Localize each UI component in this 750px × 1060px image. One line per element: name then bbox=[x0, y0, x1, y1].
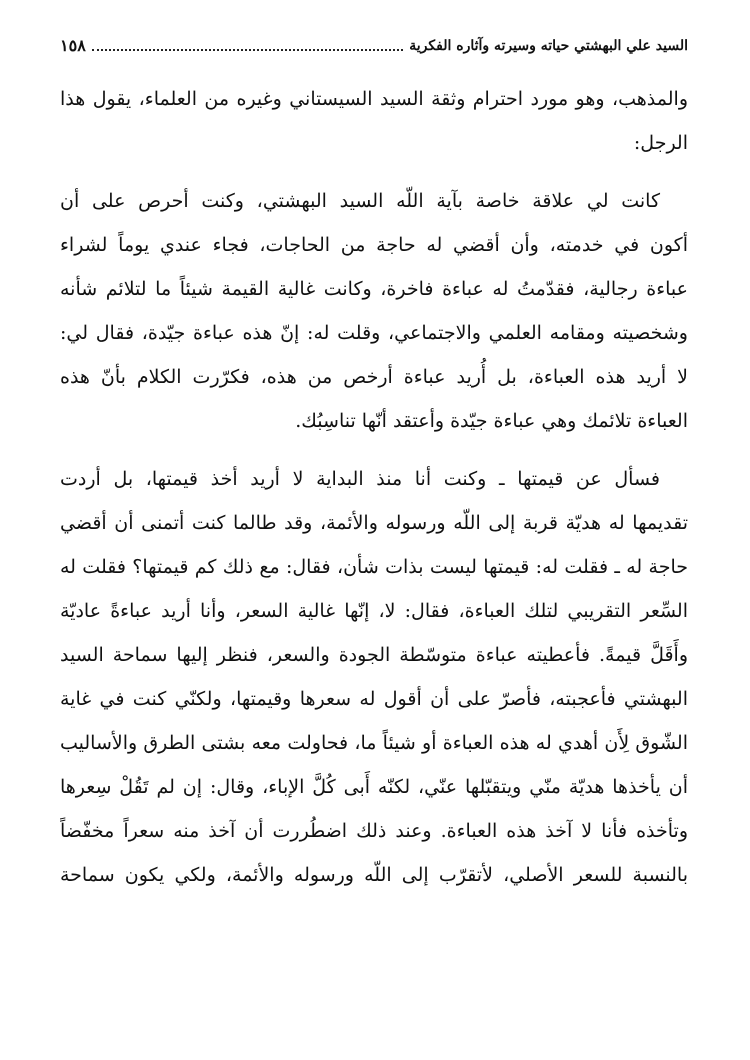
text-line: العباءة تلائمك وهي عباءة جيّدة وأعتقد أنّها تناسِبُك. bbox=[295, 410, 688, 432]
paragraph bbox=[60, 457, 688, 897]
text-line: أن يأخذها هديّة منّي ويتقبّلها عنّي، لكنّه أَبى كُلَّ الإباء، وقال: إن لم تَقُلْ سِعرها bbox=[60, 776, 688, 798]
page-number: ١٥٨ bbox=[60, 36, 86, 55]
text-line: تقديمها له هديّة قربة إلى اللّه ورسوله والأئمة، وقد طالما كنت أتمنى أن أقضي bbox=[60, 512, 688, 534]
text-line: حاجة له ـ فقلت له: قيمتها ليست بذات شأن، فقال: مع ذلك كم قيمتها؟ فقلت له bbox=[60, 556, 688, 578]
text-line: والمذهب، وهو مورد احترام وثقة السيد السيستاني وغيره من العلماء، يقول هذا bbox=[60, 88, 688, 110]
text-line: البهشتي فأعجبته، فأصرّ على أن أقول له سعرها وقيمتها، ولكنّي كنت في غاية bbox=[60, 688, 688, 710]
text-line: كانت لي علاقة خاصة بآية اللّه السيد البهشتي، وكنت أحرص على أن bbox=[60, 190, 660, 212]
text-line: الرجل: bbox=[633, 132, 688, 154]
text-line: وأَقَلَّ قيمةً. فأعطيته عباءة متوسّطة الجودة والسعر، فنظر إليها سماحة السيد bbox=[60, 644, 688, 666]
body-text bbox=[60, 77, 688, 897]
text-line: فسأل عن قيمتها ـ وكنت أنا منذ البداية لا أريد أخذ قيمتها، بل أردت bbox=[60, 468, 660, 490]
text-line: السِّعر التقريبي لتلك العباءة، فقال: لا، إنّها غالية السعر، وأنا أريد عباءةً عاديّة bbox=[60, 600, 688, 622]
header-dot-leader bbox=[92, 48, 403, 51]
text-line: وتأخذه فأنا لا آخذ هذه العباءة. وعند ذلك اضطُررت أن آخذ منه سعراً مخفّضاً bbox=[60, 820, 688, 842]
paragraph-gap bbox=[60, 443, 688, 457]
running-title: السيد علي البهشتي حياته وسيرته وآثاره الفكرية bbox=[409, 38, 688, 54]
paragraph bbox=[60, 77, 688, 165]
text-line: بالنسبة للسعر الأصلي، لأتقرّب إلى اللّه ورسوله والأئمة، ولكي يكون سماحة bbox=[60, 864, 688, 886]
paragraph bbox=[60, 179, 688, 443]
running-header bbox=[56, 34, 688, 56]
paragraph-gap bbox=[60, 165, 688, 179]
text-line: عباءة رجالية، فقدّمتُ له عباءة فاخرة، وكانت غالية القيمة شيئاً ما لتلائم شأنه bbox=[60, 278, 688, 300]
text-line: وشخصيته ومقامه العلمي والاجتماعي، وقلت له: إنّ هذه عباءة جيّدة، فقال لي: bbox=[60, 322, 688, 344]
text-line: الشّوق لِأَن أهدي له هذه العباءة أو شيئاً ما، فحاولت معه بشتى الطرق والأساليب bbox=[60, 732, 688, 754]
text-line: أكون في خدمته، وأن أقضي له حاجة من الحاجات، فجاء عندي يوماً لشراء bbox=[60, 234, 688, 256]
text-line: لا أريد هذه العباءة، بل أُريد عباءة أرخص من هذه، فكرّرت الكلام بأنّ هذه bbox=[60, 366, 688, 388]
